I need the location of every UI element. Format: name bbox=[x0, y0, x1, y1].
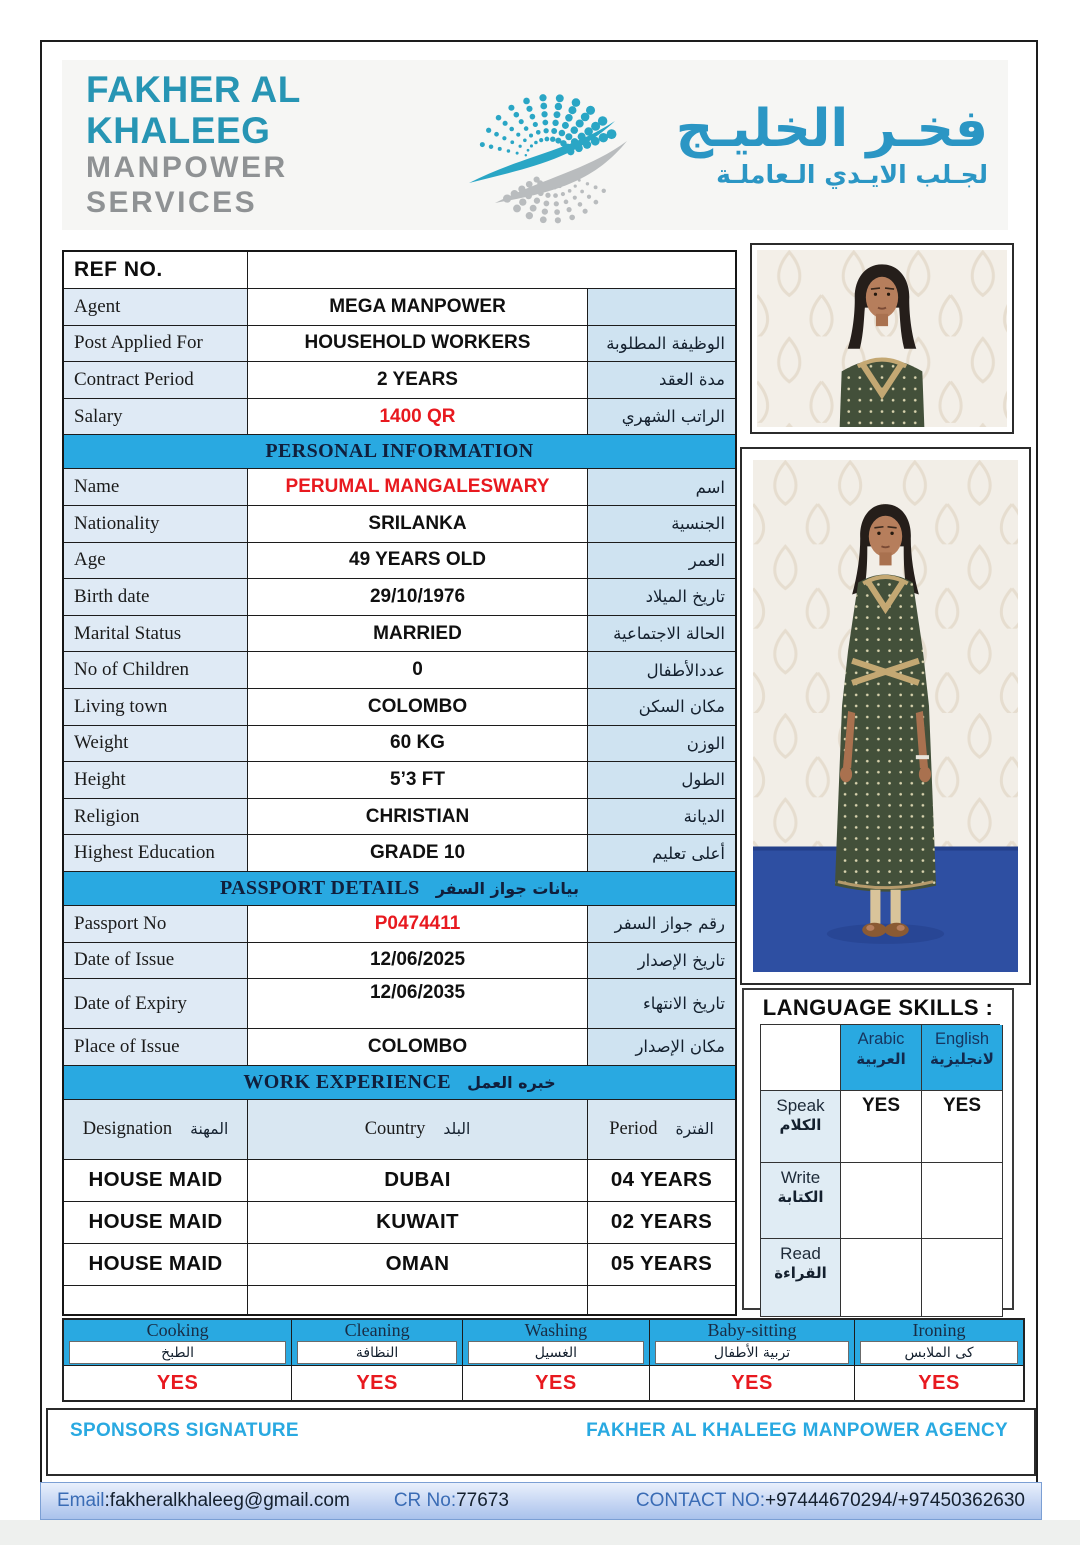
logo-dot bbox=[551, 128, 557, 134]
applicant-info-table bbox=[62, 250, 737, 1316]
logo-dot bbox=[587, 195, 591, 199]
table-row bbox=[64, 579, 735, 616]
logo-dot bbox=[519, 119, 524, 124]
skill-name: Cleaning bbox=[344, 1320, 410, 1340]
table-row bbox=[64, 762, 735, 799]
work-experience-row bbox=[64, 1160, 735, 1202]
agency-name-english: FAKHER AL KHALEEG bbox=[86, 68, 301, 151]
skill-name-arabic-box bbox=[468, 1341, 644, 1364]
skill-type-label: Read bbox=[780, 1244, 821, 1263]
empty-row bbox=[64, 1286, 735, 1314]
work-experience-cell: 04 YEARS bbox=[588, 1160, 735, 1202]
logo-dot bbox=[540, 216, 547, 223]
skill-column bbox=[64, 1320, 292, 1400]
logo-dot bbox=[480, 142, 485, 147]
field-label: Weight bbox=[64, 726, 248, 763]
section-header bbox=[64, 435, 735, 469]
logo-dot bbox=[498, 147, 502, 151]
logo-dot bbox=[523, 98, 530, 105]
table-row bbox=[64, 543, 735, 580]
logo-dot bbox=[486, 128, 491, 133]
section-header bbox=[64, 872, 735, 906]
skill-header bbox=[855, 1320, 1023, 1366]
skill-header bbox=[463, 1320, 649, 1366]
table-row bbox=[64, 726, 735, 763]
contact-footer-bar bbox=[40, 1482, 1042, 1520]
skill-name-arabic-box bbox=[297, 1341, 457, 1364]
field-label: Highest Education bbox=[64, 835, 248, 872]
field-value: COLOMBO bbox=[248, 689, 588, 726]
field-label: Living town bbox=[64, 689, 248, 726]
agency-subtitle-english: MANPOWER SERVICES bbox=[86, 151, 288, 219]
logo-dot bbox=[514, 112, 520, 118]
logo-dot bbox=[544, 201, 550, 207]
language-column-header bbox=[922, 1025, 1003, 1091]
field-value: 12/06/2035 bbox=[248, 979, 588, 1029]
skill-value: YES bbox=[918, 1371, 960, 1394]
skill-name-arabic: الغسيل bbox=[534, 1344, 578, 1361]
skill-name-arabic: تربية الأطفال bbox=[713, 1344, 791, 1361]
field-label-arabic: الوظيفة المطلوبة bbox=[588, 326, 735, 363]
skill-name: Washing bbox=[524, 1320, 588, 1340]
applicant-portrait-photo bbox=[750, 243, 1014, 434]
email-label: Email bbox=[57, 1490, 105, 1511]
logo-dot bbox=[525, 154, 527, 156]
logo-dot bbox=[507, 149, 510, 152]
work-experience-cell: 02 YEARS bbox=[588, 1202, 735, 1244]
section-title-arabic: بيانات جواز السفر bbox=[435, 878, 579, 898]
skill-column bbox=[650, 1320, 855, 1400]
skill-type-arabic: الكلام bbox=[779, 1116, 822, 1135]
skill-value: YES bbox=[535, 1371, 577, 1394]
skill-type-label: Speak bbox=[776, 1096, 825, 1115]
logo-dot bbox=[586, 182, 589, 185]
logo-dot bbox=[530, 144, 533, 147]
work-experience-cell: HOUSE MAID bbox=[64, 1202, 248, 1244]
sponsors-signature-label: SPONSORS SIGNATURE bbox=[70, 1420, 299, 1441]
field-value: MEGA MANPOWER bbox=[248, 289, 588, 326]
field-label-arabic: الجنسية bbox=[588, 506, 735, 543]
field-label: Nationality bbox=[64, 506, 248, 543]
section-title-arabic: خبره العمل bbox=[467, 1072, 556, 1092]
table-row bbox=[64, 506, 735, 543]
logo-dot bbox=[564, 200, 569, 205]
field-label: Salary bbox=[64, 399, 248, 436]
skill-name-arabic: الطبخ bbox=[161, 1344, 195, 1361]
ref-no-value bbox=[248, 252, 735, 289]
logo-dot bbox=[542, 208, 548, 214]
field-label-arabic: تاريخ الإصدار bbox=[588, 943, 735, 980]
field-label-arabic: أعلى تعليم bbox=[588, 835, 735, 872]
field-value: 0 bbox=[248, 652, 588, 689]
logo-dot bbox=[573, 196, 577, 200]
field-label-arabic: الحالة الاجتماعية bbox=[588, 616, 735, 653]
skill-value: YES bbox=[356, 1371, 398, 1394]
logo-dot bbox=[576, 119, 584, 127]
logo-dot bbox=[489, 144, 493, 148]
logo-dot bbox=[536, 130, 541, 135]
skill-column bbox=[292, 1320, 463, 1400]
table-row bbox=[64, 689, 735, 726]
logo-dot bbox=[567, 207, 572, 212]
logo-dot bbox=[594, 185, 598, 189]
signature-box bbox=[46, 1408, 1036, 1476]
logo-dot bbox=[568, 189, 572, 193]
agency-name-arabic: فخـر الخليـج bbox=[675, 99, 988, 160]
logo-dot bbox=[559, 130, 566, 137]
table-row bbox=[64, 906, 735, 943]
table-row bbox=[64, 979, 735, 1029]
work-experience-cell: HOUSE MAID bbox=[64, 1244, 248, 1286]
field-label-arabic: عددالأطفال bbox=[588, 652, 735, 689]
section-title: PASSPORT DETAILS bbox=[220, 876, 420, 899]
language-table-corner bbox=[761, 1025, 841, 1091]
household-skills-table bbox=[62, 1318, 1025, 1402]
agency-logo-arabic bbox=[641, 100, 1008, 190]
skill-name-arabic-box bbox=[860, 1341, 1018, 1364]
field-value: MARRIED bbox=[248, 616, 588, 653]
column-header-label: Designation bbox=[82, 1118, 173, 1139]
language-skill-row-header bbox=[761, 1239, 841, 1317]
language-skills-box bbox=[742, 988, 1014, 1310]
field-label-arabic: مكان السكن bbox=[588, 689, 735, 726]
applicant-full-body-photo bbox=[740, 447, 1031, 985]
work-experience-cell: KUWAIT bbox=[248, 1202, 588, 1244]
field-label: Marital Status bbox=[64, 616, 248, 653]
skill-name-arabic-box bbox=[655, 1341, 849, 1364]
logo-dot bbox=[555, 217, 561, 223]
empty-cell bbox=[248, 1286, 588, 1314]
language-skill-value: YES bbox=[841, 1091, 922, 1163]
field-label: No of Children bbox=[64, 652, 248, 689]
logo-dot bbox=[510, 140, 514, 144]
logo-dot bbox=[530, 205, 537, 212]
logo-dot bbox=[508, 105, 514, 111]
field-label-arabic: العمر bbox=[588, 543, 735, 580]
field-label: Name bbox=[64, 469, 248, 506]
logo-dot bbox=[602, 189, 606, 193]
logo-dot bbox=[607, 129, 617, 139]
bottom-margin-strip bbox=[0, 1520, 1080, 1545]
logo-dot bbox=[519, 145, 522, 148]
logo-dot bbox=[568, 106, 576, 114]
field-value: 49 YEARS OLD bbox=[248, 543, 588, 580]
language-name: English bbox=[934, 1030, 990, 1048]
table-row bbox=[64, 652, 735, 689]
language-skill-row-header bbox=[761, 1091, 841, 1163]
logo-dot bbox=[583, 209, 588, 214]
field-label: Contract Period bbox=[64, 362, 248, 399]
work-column-header bbox=[64, 1100, 248, 1160]
logo-dot bbox=[580, 190, 584, 194]
work-experience-row bbox=[64, 1244, 735, 1286]
field-label-arabic: مدة العقد bbox=[588, 362, 735, 399]
cr-number-label: CR No: bbox=[393, 1490, 457, 1511]
skill-header bbox=[650, 1320, 854, 1366]
logo-dot bbox=[555, 103, 562, 110]
work-experience-row bbox=[64, 1202, 735, 1244]
column-header-arabic: الفترة bbox=[675, 1120, 714, 1139]
section-title: PERSONAL INFORMATION bbox=[265, 440, 534, 463]
language-name-arabic: العربية bbox=[856, 1049, 906, 1068]
globe-dots-logo-icon bbox=[461, 65, 641, 225]
logo-dot bbox=[554, 111, 561, 118]
skill-header bbox=[292, 1320, 462, 1366]
work-experience-cell: 05 YEARS bbox=[588, 1244, 735, 1286]
work-experience-header-row bbox=[64, 1100, 735, 1160]
table-row bbox=[64, 252, 735, 289]
contact-number-value: +97444670294/+97450362630 bbox=[765, 1490, 1025, 1511]
field-label-arabic: الديانة bbox=[588, 799, 735, 836]
logo-dot bbox=[594, 200, 599, 205]
logo-dot bbox=[574, 185, 577, 188]
logo-dot bbox=[540, 103, 547, 110]
field-value: 29/10/1976 bbox=[248, 579, 588, 616]
empty-cell bbox=[588, 1286, 735, 1314]
field-label: Birth date bbox=[64, 579, 248, 616]
field-label: Place of Issue bbox=[64, 1029, 248, 1066]
logo-dot bbox=[565, 133, 572, 140]
column-header-label: Period bbox=[609, 1118, 658, 1139]
logo-dot bbox=[562, 122, 569, 129]
logo-dot bbox=[539, 138, 543, 142]
logo-dot bbox=[502, 136, 506, 140]
logo-dot bbox=[545, 137, 550, 142]
table-row bbox=[64, 1029, 735, 1066]
work-experience-cell: HOUSE MAID bbox=[64, 1160, 248, 1202]
field-label-arabic: مكان الإصدار bbox=[588, 1029, 735, 1066]
logo-dot bbox=[519, 198, 526, 205]
skill-value: YES bbox=[156, 1371, 199, 1394]
field-value: PERUMAL MANGALESWARY bbox=[248, 469, 588, 506]
logo-dot bbox=[516, 133, 520, 137]
table-row bbox=[64, 616, 735, 653]
field-label: Passport No bbox=[64, 906, 248, 943]
field-value: 12/06/2025 bbox=[248, 943, 588, 980]
skill-header bbox=[64, 1320, 291, 1366]
skill-type-label: Write bbox=[780, 1168, 821, 1187]
field-value: P0474411 bbox=[248, 906, 588, 943]
column-header-arabic: البلد bbox=[443, 1120, 471, 1139]
language-skill-value: YES bbox=[922, 1091, 1003, 1163]
empty-cell bbox=[64, 1286, 248, 1314]
field-label-arabic: الوزن bbox=[588, 726, 735, 763]
skill-name-arabic: النظافة bbox=[355, 1344, 399, 1361]
work-column-header bbox=[588, 1100, 735, 1160]
logo-dot bbox=[529, 133, 533, 137]
field-label-arabic bbox=[588, 289, 735, 326]
ref-no-label: REF NO. bbox=[64, 252, 248, 289]
logo-dot bbox=[570, 126, 578, 134]
field-label: Agent bbox=[64, 289, 248, 326]
agency-logo-banner bbox=[62, 60, 1008, 230]
logo-dot bbox=[534, 176, 540, 182]
field-value: COLOMBO bbox=[248, 1029, 588, 1066]
logo-dot bbox=[503, 121, 508, 126]
table-row bbox=[64, 835, 735, 872]
column-header-label: Country bbox=[364, 1118, 426, 1139]
skill-value: YES bbox=[731, 1371, 773, 1394]
work-experience-cell: OMAN bbox=[248, 1244, 588, 1286]
logo-dot bbox=[572, 98, 581, 107]
agency-logo-english bbox=[62, 70, 461, 220]
column-header-arabic: المهنة bbox=[190, 1120, 229, 1139]
language-skill-value bbox=[922, 1163, 1003, 1239]
field-label-arabic: تاريخ الميلاد bbox=[588, 579, 735, 616]
table-row bbox=[64, 943, 735, 980]
section-header bbox=[64, 1066, 735, 1100]
logo-dot bbox=[550, 136, 555, 141]
skill-type-arabic: القراءة bbox=[774, 1264, 827, 1283]
field-label-arabic: اسم bbox=[588, 469, 735, 506]
skill-type-arabic: الكتابة bbox=[777, 1188, 824, 1207]
section-title: WORK EXPERIENCE bbox=[243, 1070, 452, 1093]
logo-dot bbox=[496, 115, 502, 121]
field-label: Date of Issue bbox=[64, 943, 248, 980]
language-column-header bbox=[841, 1025, 922, 1091]
language-name-arabic: لانجليزية bbox=[930, 1049, 994, 1068]
logo-dot bbox=[527, 149, 530, 152]
language-skill-value bbox=[841, 1239, 922, 1317]
logo-dot bbox=[513, 205, 521, 213]
skill-name: Cooking bbox=[146, 1320, 209, 1340]
logo-dot bbox=[545, 193, 550, 198]
logo-dot bbox=[539, 94, 546, 101]
logo-dot bbox=[578, 202, 583, 207]
table-row bbox=[64, 289, 735, 326]
table-row bbox=[64, 362, 735, 399]
logo-dot bbox=[556, 94, 564, 102]
field-label-arabic: رقم جواز السفر bbox=[588, 906, 735, 943]
field-value: GRADE 10 bbox=[248, 835, 588, 872]
field-label-arabic: الراتب الشهري bbox=[588, 399, 735, 436]
table-row bbox=[64, 799, 735, 836]
field-label: Age bbox=[64, 543, 248, 580]
field-value: SRILANKA bbox=[248, 506, 588, 543]
email-value: :fakheralkhaleeg@gmail.com bbox=[104, 1490, 350, 1511]
skill-name-arabic: كى الملابس bbox=[904, 1344, 974, 1361]
field-label-arabic: تاريخ الانتهاء bbox=[588, 979, 735, 1029]
field-value: 2 YEARS bbox=[248, 362, 588, 399]
logo-dot bbox=[526, 212, 533, 219]
logo-dot bbox=[526, 106, 532, 112]
field-label: Post Applied For bbox=[64, 326, 248, 363]
logo-dot bbox=[494, 132, 499, 137]
logo-dot bbox=[561, 192, 565, 196]
language-skill-value bbox=[841, 1163, 922, 1239]
logo-dot bbox=[586, 106, 595, 115]
logo-dot bbox=[530, 114, 536, 120]
logo-dot bbox=[554, 201, 559, 206]
logo-dot bbox=[565, 114, 573, 122]
logo-dot bbox=[569, 215, 575, 221]
field-value: CHRISTIAN bbox=[248, 799, 588, 836]
work-column-header bbox=[248, 1100, 588, 1160]
table-row bbox=[64, 399, 735, 436]
logo-dot bbox=[534, 198, 540, 204]
field-value: 1400 QR bbox=[248, 399, 588, 436]
logo-dot bbox=[543, 128, 548, 133]
agency-signature-label: FAKHER AL KHALEEG MANPOWER AGENCY bbox=[586, 1420, 1008, 1441]
logo-dot bbox=[524, 126, 529, 131]
field-label: Height bbox=[64, 762, 248, 799]
field-value: 60 KG bbox=[248, 726, 588, 763]
skill-name: Baby-sitting bbox=[707, 1320, 797, 1340]
logo-dot bbox=[542, 120, 548, 126]
language-skills-table bbox=[760, 1024, 1000, 1317]
table-row bbox=[64, 469, 735, 506]
table-row bbox=[64, 326, 735, 363]
field-value: 5’3 FT bbox=[248, 762, 588, 799]
skill-name-arabic-box bbox=[69, 1341, 286, 1364]
skill-name: Ironing bbox=[912, 1320, 966, 1340]
logo-dot bbox=[523, 138, 527, 142]
field-label: Religion bbox=[64, 799, 248, 836]
logo-dot bbox=[533, 122, 538, 127]
logo-dot bbox=[554, 209, 560, 215]
field-label: Date of Expiry bbox=[64, 979, 248, 1029]
field-value: HOUSEHOLD WORKERS bbox=[248, 326, 588, 363]
language-skills-title: LANGUAGE SKILLS : bbox=[762, 995, 994, 1020]
language-skill-value bbox=[922, 1239, 1003, 1317]
skill-column bbox=[855, 1320, 1023, 1400]
logo-dot bbox=[598, 116, 608, 126]
contact-number-label: CONTACT NO: bbox=[635, 1490, 766, 1511]
logo-dot bbox=[516, 152, 519, 155]
work-experience-cell: DUBAI bbox=[248, 1160, 588, 1202]
skill-column bbox=[463, 1320, 650, 1400]
language-name: Arabic bbox=[857, 1030, 905, 1048]
agency-subtitle-arabic: لجـلب الايـدي الـعاملـة bbox=[716, 159, 988, 189]
logo-dot bbox=[552, 120, 558, 126]
field-label-arabic: الطول bbox=[588, 762, 735, 799]
language-skill-row-header bbox=[761, 1163, 841, 1239]
logo-dot bbox=[534, 141, 538, 145]
logo-dot bbox=[553, 193, 558, 198]
logo-dot bbox=[541, 111, 547, 117]
logo-dot bbox=[509, 127, 514, 132]
cr-number-value: 77673 bbox=[456, 1490, 509, 1511]
